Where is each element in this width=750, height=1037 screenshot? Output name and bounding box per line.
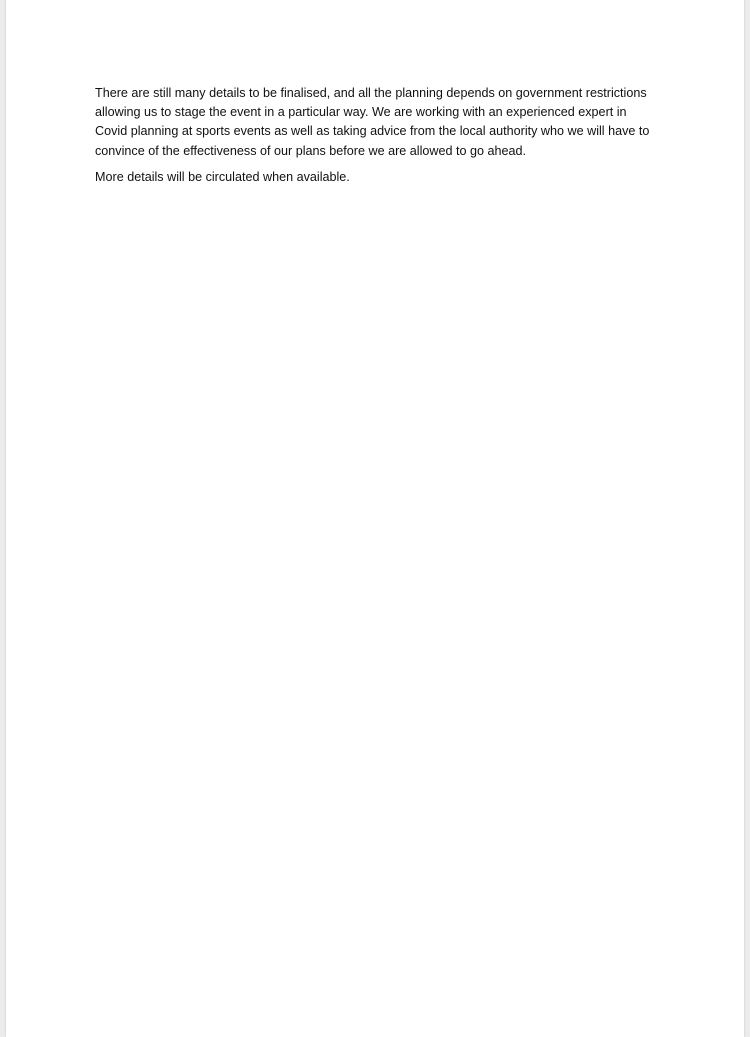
paragraph-planning-details: There are still many details to be finalised, and all the planning depends on government restrictions allowing us to stage the event in a particular way. We are working with an experienced expert in Covid planning at sports events as well as taking advice from the local authority who we will have to convince of the effectiveness of our plans before we are allowed to go ahead. bbox=[95, 86, 650, 158]
document-page bbox=[6, 0, 744, 1037]
paragraph-more-details: More details will be circulated when available. bbox=[95, 169, 350, 184]
page-content bbox=[95, 84, 661, 194]
